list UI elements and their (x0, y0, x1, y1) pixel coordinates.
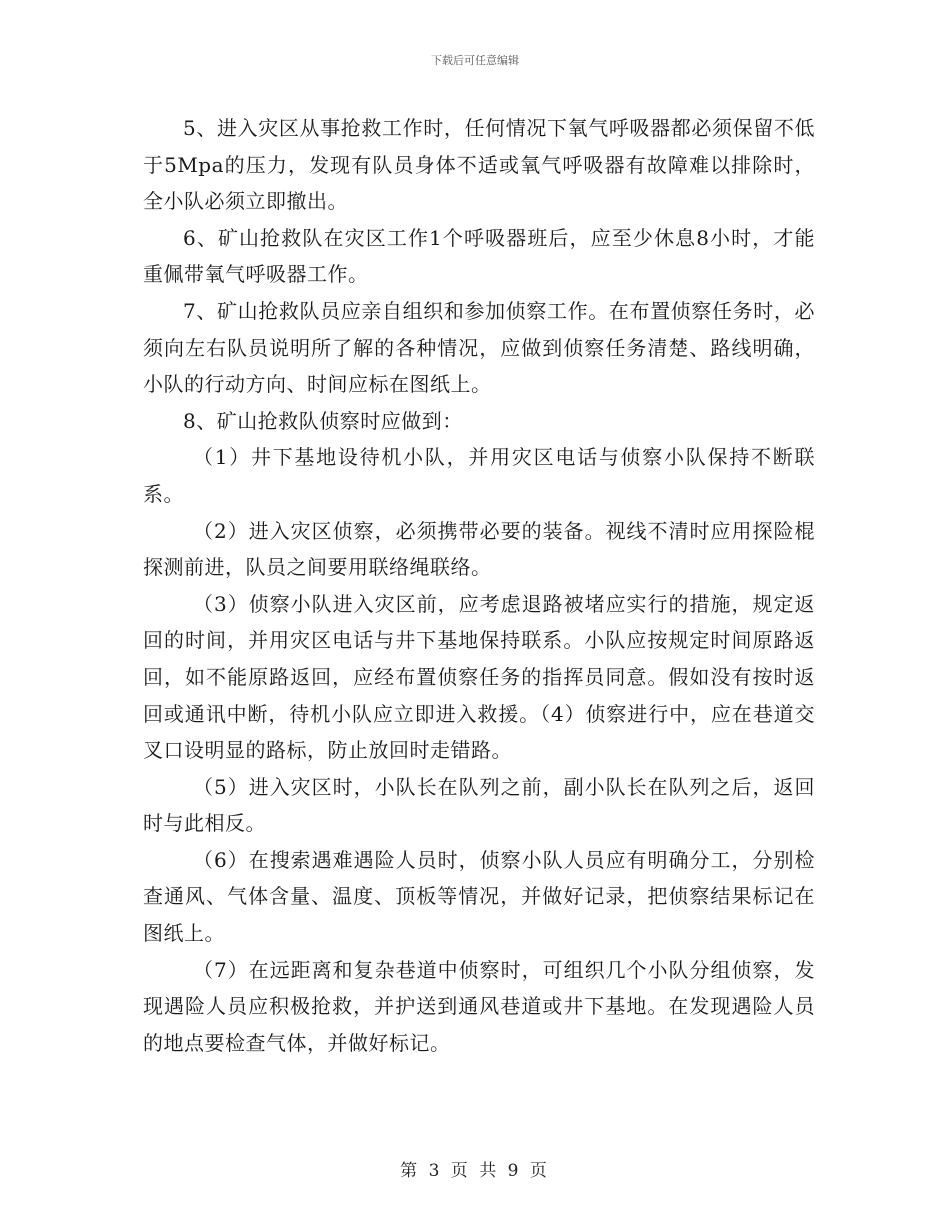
sub-item-5: （5）进入灾区时，小队长在队列之前，副小队长在队列之后，返回时与此相反。 (143, 774, 815, 836)
body-content (143, 110, 815, 1061)
paragraph-item-7: 7、矿山抢救队员应亲自组织和参加侦察工作。在布置侦察任务时，必须向左右队员说明所了解的各种情况，应做到侦察任务清楚、路线明确，小队的行动方向、时间应标在图纸上。 (143, 298, 815, 397)
sub-item-3: （3）侦察小队进入灾区前，应考虑退路被堵应实行的措施，规定返回的时间，并用灾区电话与井下基地保持联系。小队应按规定时间原路返回，如不能原路返回，应经布置侦察任务的指挥员同意。假如没有按时返回或通讯中断，待机小队应立即进入救援。（4）侦察进行中，应在巷道交叉口设明显的路标，防止放回时走错路。 (143, 591, 815, 763)
paragraph-item-6: 6、矿山抢救队在灾区工作1个呼吸器班后，应至少休息8小时，才能重佩带氧气呼吸器工作。 (143, 225, 815, 287)
sub-item-1: （1）井下基地设待机小队，并用灾区电话与侦察小队保持不断联系。 (143, 445, 815, 506)
page-header: 下载后可任意编辑 (431, 54, 519, 67)
sub-item-7: （7）在远距离和复杂巷道中侦察时，可组织几个小队分组侦察，发现遇险人员应积极抢救，并护送到通风巷道或井下基地。在发现遇险人员的地点要检查气体，并做好标记。 (143, 957, 815, 1055)
sub-item-2: （2）进入灾区侦察，必须携带必要的装备。视线不清时应用探险棍探测前进，队员之间要用联络绳联络。 (143, 518, 815, 580)
sub-item-6: （6）在搜索遇难遇险人员时，侦察小队人员应有明确分工，分别检查通风、气体含量、温度、顶板等情况，并做好记录，把侦察结果标记在图纸上。 (143, 847, 815, 946)
paragraph-item-8: 8、矿山抢救队侦察时应做到： (183, 408, 463, 433)
paragraph-item-5: 5、进入灾区从事抢救工作时，任何情况下氧气呼吸器都必须保留不低于5Mpa的压力，发现有队员身体不适或氧气呼吸器有故障难以排除时，全小队必须立即撤出。 (143, 116, 815, 214)
page-number-footer: 第 3 页 共 9 页 (400, 1161, 550, 1181)
